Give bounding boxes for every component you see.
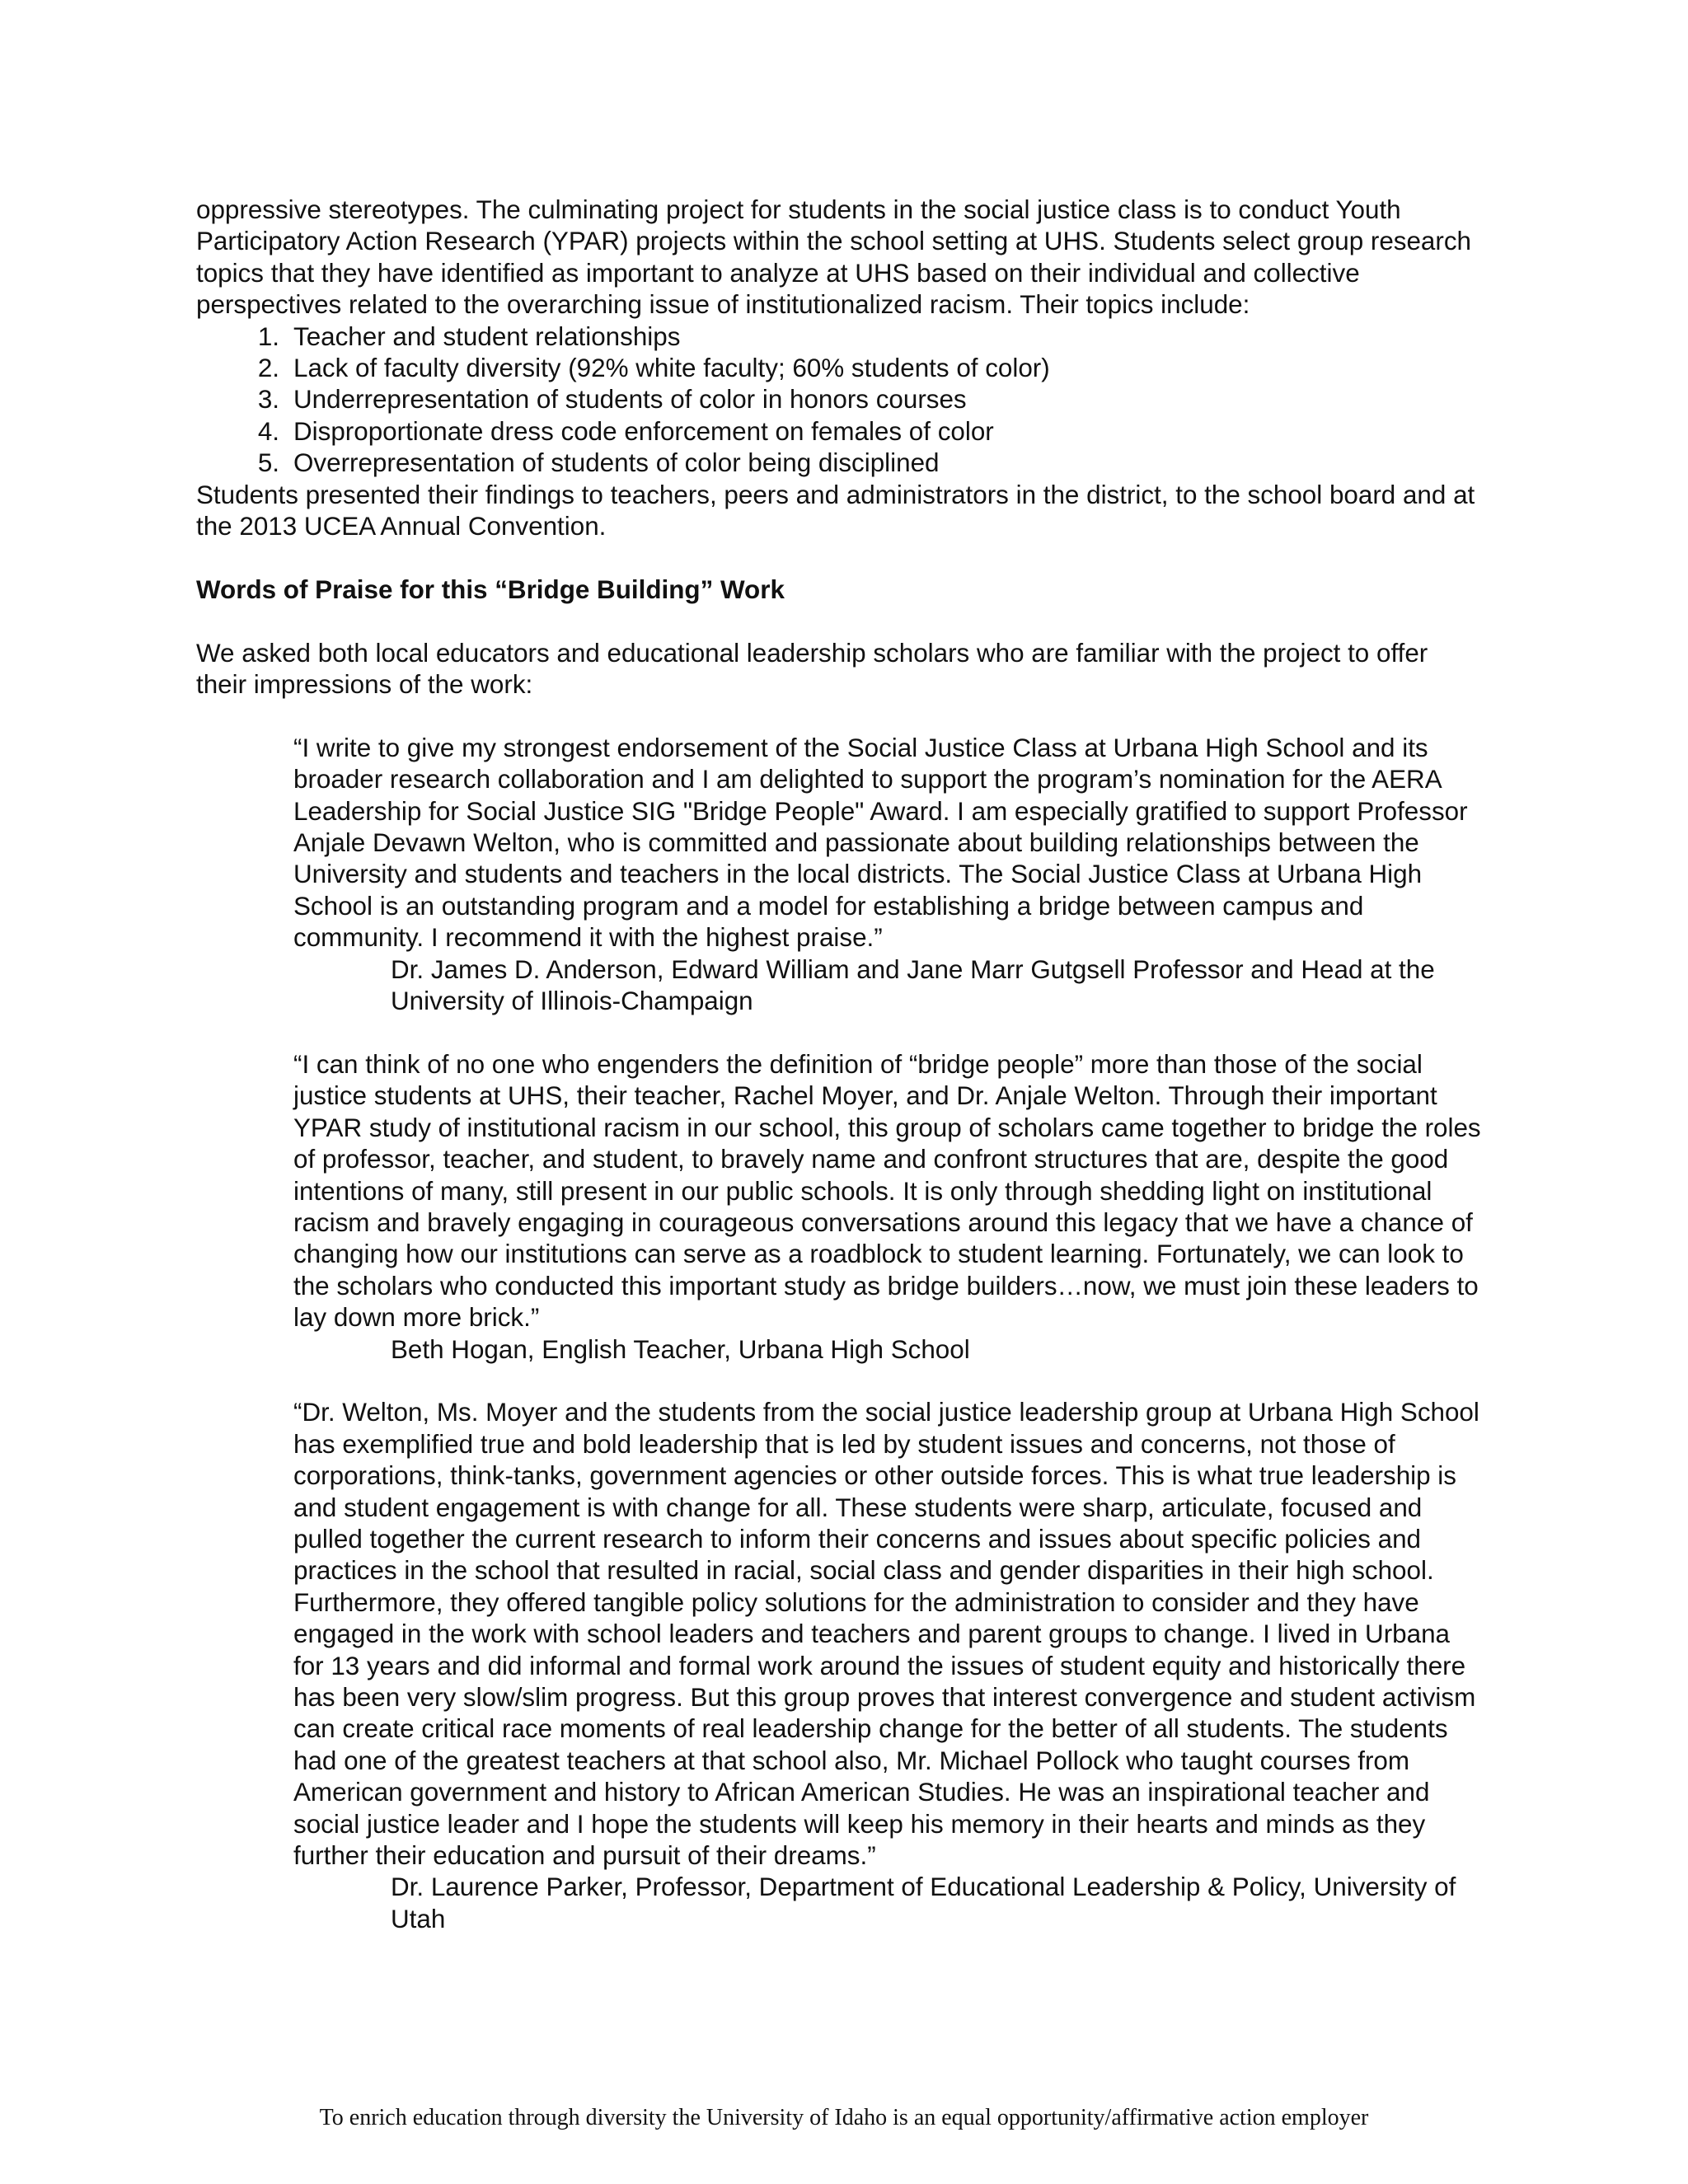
list-number: 4. bbox=[257, 416, 279, 446]
quote-text: “I can think of no one who engenders the definition of “bridge people” more than those of the social justice students at UHS, their teacher, Rachel Moyer, and Dr. Anjale Welton. Through their important YPAR study of institutional racism in our school, this group of scholars came together to bridge the roles of professor, teacher, and student, to bravely name and confront structures that are, despite the good intentions of many, still present in our public schools. It is only through shedding light on institutional racism and bravely engaging in courageous conversations around this legacy that we have a chance of changing how our institutions can serve as a roadblock to student learning. Fortunately, we can look to the scholars who conducted this important study as bridge builders…now, we must join these leaders to lay down more brick.” bbox=[293, 1049, 1481, 1333]
quote-text: “I write to give my strongest endorsement of the Social Justice Class at Urbana High School and its broader research collaboration and I am delighted to support the program’s nomination for the AERA Leadership for Social Justice SIG "Bridge People" Award. I am especially gratified to support Professor Anjale Devawn Welton, who is committed and passionate about building relationships between the University and students and teachers in the local districts. The Social Justice Class at Urbana High School is an outstanding program and a model for establishing a bridge between campus and community. I recommend it with the highest praise.” bbox=[293, 733, 1468, 953]
quote-attribution: Dr. James D. Anderson, Edward William and Jane Marr Gutgsell Professor and Head at the University of Illinois-Champaign bbox=[391, 954, 1435, 1016]
page-footer: To enrich education through diversity the University of Idaho is an equal opportunity/affirmative action employer bbox=[319, 2105, 1369, 2130]
list-item bbox=[196, 448, 1482, 479]
list-number: 3. bbox=[257, 385, 279, 415]
list-text: Lack of faculty diversity (92% white faculty; 60% students of color) bbox=[293, 354, 1050, 383]
page-content bbox=[196, 194, 1482, 1935]
list-text: Disproportionate dress code enforcement on females of color bbox=[293, 416, 994, 446]
quote-attribution: Dr. Laurence Parker, Professor, Department of Educational Leadership & Policy, University of Utah bbox=[391, 1872, 1456, 1933]
list-number: 5. bbox=[257, 448, 279, 478]
quote-hogan bbox=[293, 1049, 1482, 1366]
section-heading: Words of Praise for this “Bridge Building” Work bbox=[196, 574, 785, 604]
list-text: Overrepresentation of students of color being disciplined bbox=[293, 448, 940, 478]
quote-text: “Dr. Welton, Ms. Moyer and the students from the social justice leadership group at Urbana High School has exemplified true and bold leadership that is led by student issues and concerns, not those of corporations, think-tanks, government agencies or other outside forces. This is what true leadership is and student engagement is with change for all. These students were sharp, articulate, focused and pulled together the current research to inform their concerns and issues about specific policies and practices in the school that resulted in racial, social class and gender disparities in their high school. Furthermore, they offered tangible policy solutions for the administration to consider and they have engaged in the work with school leaders and teachers and parent groups to change. I lived in Urbana for 13 years and did informal and formal work around the issues of student equity and historically there has been very slow/slim progress. But this group proves that interest convergence and student activism can create critical race moments of real leadership change for the better of all students. The students had one of the greatest teachers at that school also, Mr. Michael Pollock who taught courses from American government and history to African American Studies. He was an inspirational teacher and social justice leader and I hope the students will keep his memory in their hearts and minds as they further their education and pursuit of their dreams.” bbox=[293, 1398, 1479, 1871]
quote-parker bbox=[293, 1397, 1482, 1935]
list-number: 2. bbox=[257, 354, 279, 383]
list-item bbox=[196, 384, 1482, 415]
list-number: 1. bbox=[257, 321, 279, 351]
intro-paragraph: oppressive stereotypes. The culminating project for students in the social justice class is to conduct Youth Participatory Action Research (YPAR) projects within the school setting at UHS. Students select group research topics that they have identified as important to analyze at UHS based on their individual and collective perspectives related to the overarching issue of institutionalized racism. Their topics include: bbox=[196, 195, 1471, 320]
list-item bbox=[196, 321, 1482, 353]
list-item bbox=[196, 353, 1482, 384]
list-text: Teacher and student relationships bbox=[293, 321, 681, 351]
intro-closing: Students presented their findings to teachers, peers and administrators in the district, to the school board and at the 2013 UCEA Annual Convention. bbox=[196, 480, 1475, 541]
list-text: Underrepresentation of students of color in honors courses bbox=[293, 385, 967, 415]
praise-intro: We asked both local educators and educational leadership scholars who are familiar with the project to offer their impressions of the work: bbox=[196, 638, 1428, 700]
list-item bbox=[196, 416, 1482, 448]
quote-attribution: Beth Hogan, English Teacher, Urbana High School bbox=[391, 1334, 970, 1364]
quote-anderson bbox=[293, 733, 1482, 1018]
research-topics-list bbox=[196, 321, 1482, 480]
